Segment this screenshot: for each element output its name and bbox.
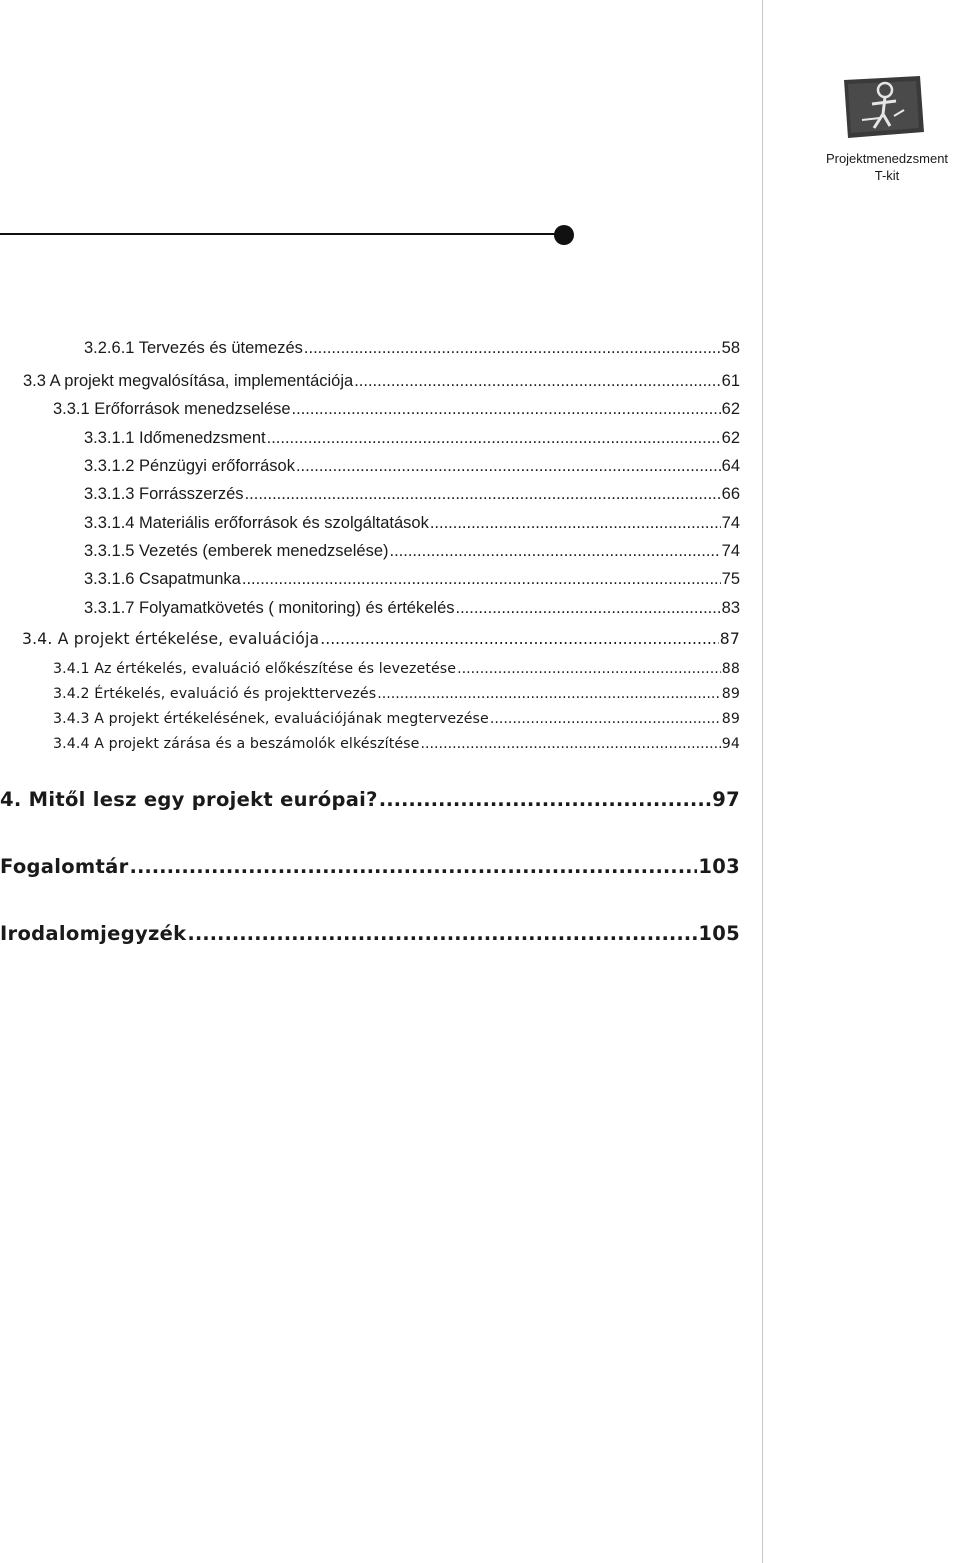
toc-entry[interactable] xyxy=(84,485,740,504)
toc-entry-title: 3.3.1.4 Materiális erőforrások és szolgáltatások xyxy=(84,514,429,532)
toc-entry-title: 3.3.1.5 Vezetés (emberek menedzselése) xyxy=(84,542,389,560)
toc-entry-page: 74 xyxy=(721,514,740,532)
toc-entry-title: 3.3.1.7 Folyamatkövetés ( monitoring) és értékelés xyxy=(84,599,455,617)
toc-entry-page: 89 xyxy=(721,686,740,702)
toc-entry-title: 3.3.1 Erőforrások menedzselése xyxy=(53,400,291,418)
toc-entry-title: 3.3.1.2 Pénzügyi erőforrások xyxy=(84,457,295,475)
toc-entry-title: 3.4.4 A projekt zárása és a beszámolók elkészítése xyxy=(53,736,420,752)
toc-entry-page: 105 xyxy=(698,922,740,945)
toc-entry-page: 61 xyxy=(721,372,740,390)
toc-entry-title: 3.4.1 Az értékelés, evaluáció előkészítése és levezetése xyxy=(53,661,457,677)
toc-entry-chapter[interactable] xyxy=(0,922,740,945)
toc-entry-page: 103 xyxy=(698,855,740,878)
toc-entry[interactable] xyxy=(84,514,740,533)
toc-entry-page: 62 xyxy=(721,400,740,418)
toc-entry-page: 64 xyxy=(721,457,740,475)
toc-entry-title: 3.2.6.1 Tervezés és ütemezés xyxy=(84,339,303,357)
toc-entry-chapter[interactable] xyxy=(0,788,740,811)
toc-entry[interactable] xyxy=(84,339,740,358)
toc-entry-title: Fogalomtár xyxy=(0,855,129,878)
toc-entry[interactable] xyxy=(84,599,740,618)
toc-entry-title: 3.3.1.3 Forrásszerzés xyxy=(84,485,244,503)
toc-entry[interactable] xyxy=(84,429,740,448)
toc-entry[interactable] xyxy=(22,630,740,648)
toc-entry[interactable] xyxy=(53,400,740,419)
toc-entry-title: 3.4.2 Értékelés, evaluáció és projekttervezés xyxy=(53,686,377,702)
toc-entry[interactable] xyxy=(53,686,740,702)
toc-entry-page: 83 xyxy=(721,599,740,617)
toc-entry-page: 66 xyxy=(721,485,740,503)
toc-entry-page: 97 xyxy=(712,788,740,811)
running-title-line-2: T-kit xyxy=(874,168,900,183)
document-running-title xyxy=(804,150,960,184)
toc-entry-title: Irodalomjegyzék xyxy=(0,922,187,945)
toc-entry-title: 3.3 A projekt megvalósítása, implementációja xyxy=(23,372,354,390)
toc-entry-title: 3.3.1.6 Csapatmunka xyxy=(84,570,241,588)
header-rule xyxy=(0,233,560,235)
project-management-t-kit-logo-icon xyxy=(840,74,926,142)
toc-entry-chapter[interactable] xyxy=(0,855,740,878)
toc-entry[interactable] xyxy=(23,372,740,391)
toc-entry-title: 3.3.1.1 Időmenedzsment xyxy=(84,429,266,447)
toc-entry[interactable] xyxy=(53,736,740,752)
toc-entry-page: 88 xyxy=(721,661,740,677)
toc-entry-page: 74 xyxy=(721,542,740,560)
toc-entry-page: 94 xyxy=(721,736,740,752)
toc-entry[interactable] xyxy=(53,661,740,677)
toc-entry-title: 3.4. A projekt értékelése, evaluációja xyxy=(22,630,320,648)
toc-entry[interactable] xyxy=(84,570,740,589)
toc-entry-page: 89 xyxy=(721,711,740,727)
header-rule-dot xyxy=(554,225,574,245)
toc-entry-title: 4. Mitől lesz egy projekt európai? xyxy=(0,788,378,811)
toc-entry[interactable] xyxy=(84,457,740,476)
toc-entry-page: 75 xyxy=(721,570,740,588)
toc-entry-page: 87 xyxy=(719,630,740,648)
toc-entry-page: 62 xyxy=(721,429,740,447)
page-margin-line xyxy=(762,0,763,1563)
running-title-line-1: Projektmenedzsment xyxy=(825,151,949,166)
toc-entry-title: 3.4.3 A projekt értékelésének, evaluációjának megtervezése xyxy=(53,711,489,727)
toc-entry[interactable] xyxy=(53,711,740,727)
toc-entry-page: 58 xyxy=(721,339,740,357)
toc-entry[interactable] xyxy=(84,542,740,561)
